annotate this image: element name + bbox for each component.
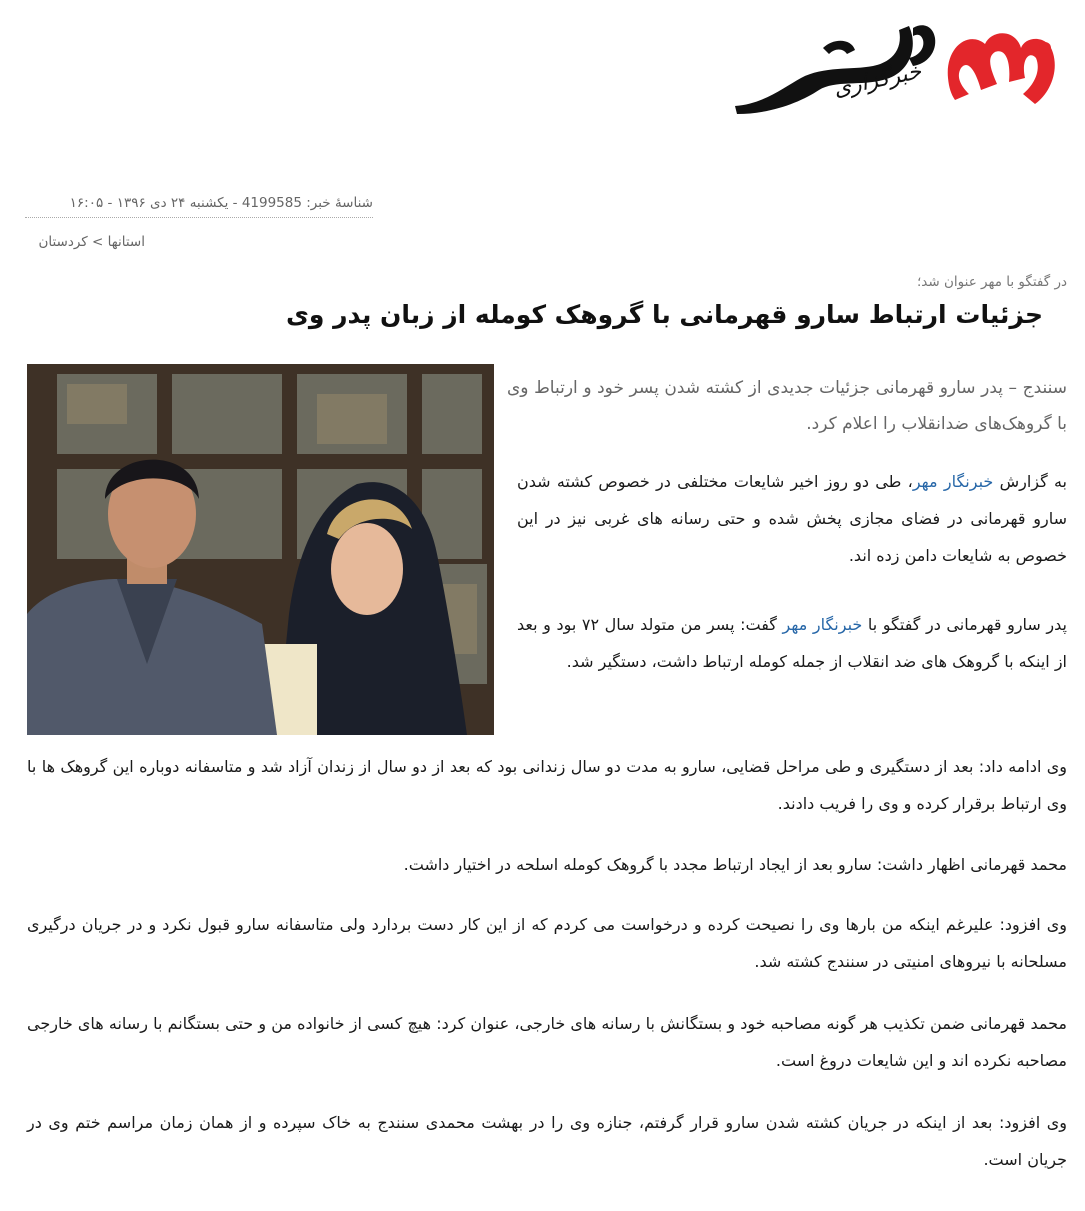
article-paragraph-3: وی ادامه داد: بعد از دستگیری و طی مراحل قضایی، سارو به مدت دو سال زندانی بود که بعد از دو سال از زندان آزاد شد و متاسفانه دوباره این گروهک ها با وی ارتباط برقرار کرده و وی را فریب دادند. bbox=[27, 757, 1067, 813]
article-paragraph-7: وی افزود: بعد از اینکه در جریان کشته شدن سارو قرار گرفتم، جنازه وی را در بهشت محمدی سنندج به خاک سپرده و از همان زمان مراسم ختم وی در جریان است. bbox=[27, 1113, 1067, 1169]
article-photo-illustration bbox=[27, 364, 494, 735]
article-paragraph-2 bbox=[517, 606, 1067, 680]
article-paragraph-1 bbox=[517, 463, 1067, 574]
mehr-reporter-link-2[interactable]: خبرنگار مهر bbox=[782, 615, 863, 634]
news-date-time: یکشنبه ۲۴ دی ۱۳۹۶ - ۱۶:۰۵ bbox=[69, 195, 229, 211]
breadcrumb-separator: > bbox=[92, 234, 104, 250]
article-paragraph-6: محمد قهرمانی ضمن تکذیب هر گونه مصاحبه خود و بستگانش با رسانه های خارجی، عنوان کرد: هیچ کسی از خانواده من و حتی بستگانم با رسانه های خارجی مصاحبه نکرده اند و این شایعات دروغ است. bbox=[27, 1014, 1067, 1070]
paragraph-2-text-before: پدر سارو قهرمانی در گفتگو با bbox=[867, 615, 1067, 634]
news-meta bbox=[25, 195, 373, 218]
article-photo bbox=[27, 364, 494, 735]
logo-subtext: خبرگزاری bbox=[831, 59, 924, 102]
breadcrumb bbox=[38, 234, 145, 250]
mehr-logo[interactable] bbox=[723, 8, 1073, 118]
article-paragraph-4: محمد قهرمانی اظهار داشت: سارو بعد از ایجاد ارتباط مجدد با گروهک کومله اسلحه در اختیار داشت. bbox=[403, 855, 1067, 874]
breadcrumb-item-provinces[interactable]: استانها bbox=[107, 234, 145, 250]
article-lead: سنندج – پدر سارو قهرمانی جزئیات جدیدی از کشته شدن پسر خود و ارتباط وی با گروهک‌های ضدانقلاب را اعلام کرد. bbox=[507, 378, 1067, 434]
paragraph-1-text-before: به گزارش bbox=[999, 472, 1068, 491]
news-id-value: 4199585 bbox=[241, 195, 302, 211]
article-rotitr: در گفتگو با مهر عنوان شد؛ bbox=[917, 274, 1067, 290]
article-paragraph-5: وی افزود: علیرغم اینکه من بارها وی را نصیحت کرده و درخواست می کردم که از این کار دست بردارد ولی متاسفانه سارو قبول نکرد و در جریان درگیری مسلحانه با نیروهای امنیتی در سنندج کشته شد. bbox=[27, 915, 1067, 971]
paragraph-2-text-after: گفت: پسر من متولد سال ۷۲ بود و بعد از اینکه با گروهک های ضد انقلاب از جمله کومله ارتباط داشت، دستگیر شد. bbox=[517, 615, 1067, 671]
article-title: جزئیات ارتباط سارو قهرمانی با گروهک کومله از زبان پدر وی bbox=[285, 300, 1043, 329]
mehr-reporter-link[interactable]: خبرنگار مهر bbox=[912, 472, 994, 491]
paragraph-1-text-after: ، طی دو روز اخیر شایعات مختلفی در خصوص کشته شدن سارو قهرمانی در فضای مجازی پخش شده و حتی رسانه های غربی نیز در این خصوص به شایعات دامن زده اند. bbox=[517, 472, 1067, 565]
news-id-label: شناسهٔ خبر: bbox=[306, 195, 373, 211]
mehr-emblem-icon bbox=[948, 33, 1055, 104]
breadcrumb-item-kurdistan[interactable]: کردستان bbox=[38, 234, 88, 250]
meta-separator: - bbox=[232, 195, 238, 211]
